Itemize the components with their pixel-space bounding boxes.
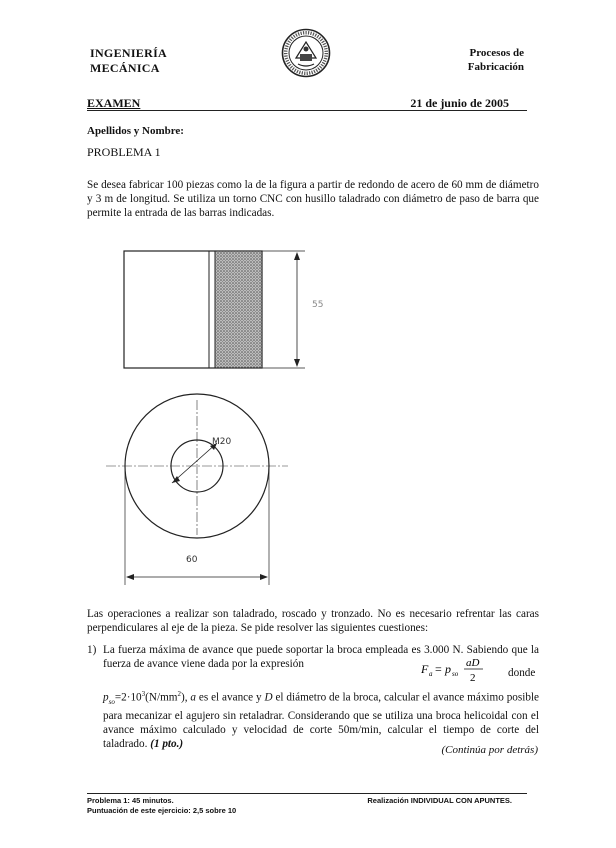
question-text-part2: $p_{so}=2\cdot 10^3(N/mm^2)$, a es el avance y D el diámetro de la broca, calcular el avance máximo posible para mecanizar el agujero sin retaladrar. Considerando que se utiliza una broca helicoidal con el avance máximo calculado y velocidad de corte 50m/min, calcular el tiempo de corte del taladrado. (1 pto.)	[103, 690, 540, 750]
front-view	[106, 394, 288, 585]
department-line-2: MECÁNICA	[90, 61, 160, 75]
question-text-part1: La fuerza máxima de avance que puede soportar la broca empleada es 3.000 N. Sabiendo que la fuerza de avance viene dada por la expresión	[103, 644, 539, 670]
side-view	[124, 251, 323, 368]
question-points: (1 pto.)	[150, 737, 184, 750]
department-name	[90, 46, 167, 76]
exam-label: EXAMEN	[87, 96, 141, 110]
question-number: 1)	[87, 644, 97, 656]
formula-lhs: F	[421, 662, 429, 676]
department-line-1: INGENIERÍA	[90, 46, 168, 60]
footer-score: Puntuación de este ejercicio: 2,5 sobre 10	[87, 806, 237, 815]
course-name	[468, 46, 524, 74]
pso-symbol: p	[103, 691, 109, 704]
formula-denominator: 2	[470, 672, 476, 684]
feed-force-formula	[421, 654, 487, 684]
exam-date: 21 de junio de 2005	[410, 96, 509, 110]
formula-lhs-sub: a	[429, 670, 433, 678]
thread-label: M20	[212, 437, 232, 447]
footer-divider	[87, 793, 527, 794]
continue-note: (Continúa por detrás)	[441, 744, 538, 756]
formula-numerator: aD	[466, 657, 480, 669]
university-seal-logo	[281, 28, 331, 78]
formula-equals: =	[435, 662, 442, 676]
donde-word: donde	[508, 667, 536, 679]
course-line-2: Fabricación	[467, 61, 524, 73]
side-dimension-label: 55	[312, 300, 324, 310]
footer-time: Problema 1: 45 minutos.	[87, 796, 174, 805]
operations-text: Las operaciones a realizar son taladrado, roscado y tronzado. No es necesario refrentar las caras perpendiculares al eje de la pieza. Se pide resolver las siguientes cuestiones:	[87, 608, 539, 634]
formula-p: p	[445, 662, 451, 676]
course-line-1: Procesos de	[469, 47, 524, 59]
diameter-label: 60	[186, 555, 198, 565]
header-divider	[87, 110, 527, 111]
footer-mode: Realización INDIVIDUAL CON APUNTES.	[367, 796, 512, 805]
problem-intro: Se desea fabricar 100 piezas como la de la figura a partir de redondo de acero de 60 mm de diámetro y 3 m de longitud. Se utiliza un torno CNC con husillo taladrado con diámetro de paso de barra que permite la entrada de las barras indicadas.	[87, 179, 539, 219]
student-name-label: Apellidos y Nombre:	[87, 125, 184, 137]
formula-p-sub: so	[452, 670, 459, 678]
footer-info	[87, 796, 236, 816]
problem-title: PROBLEMA 1	[87, 145, 161, 159]
part-drawing	[100, 240, 360, 585]
